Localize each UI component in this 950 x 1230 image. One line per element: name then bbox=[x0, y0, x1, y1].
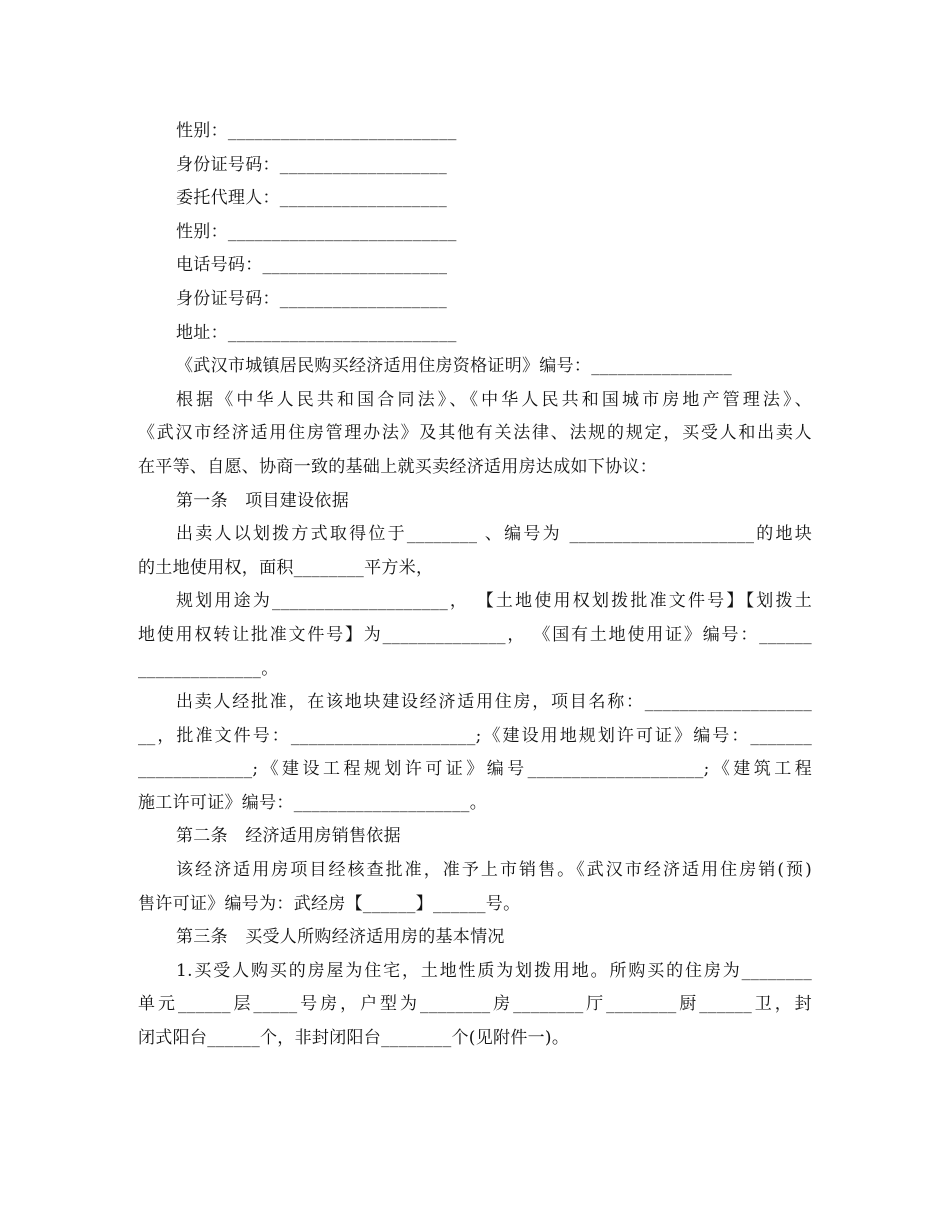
text-line: 地使用权转让批准文件号】为______________， 《国有土地使用证》编号：______ bbox=[138, 624, 812, 645]
text-line: 《武汉市经济适用住房管理办法》及其他有关法律、法规的规定，买受人和出卖人 bbox=[138, 423, 812, 444]
text-line: 性别：__________________________ bbox=[176, 121, 457, 141]
text-line: 出卖人以划拨方式取得位于________ 、编号为 _____________________的地块 bbox=[176, 524, 812, 545]
text-line: 售许可证》编号为：武经房【______】______号。 bbox=[138, 893, 521, 914]
text-line: 该经济适用房项目经核查批准，准予上市销售。《武汉市经济适用住房销(预) bbox=[176, 860, 812, 881]
document-body bbox=[138, 115, 812, 1056]
text-line: 规划用途为____________________， 【土地使用权划拨批准文件号】【划拨土 bbox=[176, 591, 812, 612]
text-line: 第三条 买受人所购经济适用房的基本情况 bbox=[176, 927, 505, 948]
text-line: 委托代理人：___________________ bbox=[176, 188, 447, 209]
text-line: 根据《中华人民共和国合同法》、《中华人民共和国城市房地产管理法》、 bbox=[176, 389, 812, 410]
text-line: 地址：__________________________ bbox=[176, 322, 457, 343]
text-line: 在平等、自愿、协商一致的基础上就买卖经济适用房达成如下协议： bbox=[138, 456, 657, 477]
text-line: 《武汉市城镇居民购买经济适用住房资格证明》编号：________________ bbox=[176, 356, 732, 377]
text-line: _____________;《建设工程规划许可证》编号____________________;《建筑工程 bbox=[138, 759, 812, 780]
text-line: 的土地使用权，面积________平方米， bbox=[138, 557, 434, 578]
text-line: 单元______层_____号房，户型为________房________厅________厨______卫，封 bbox=[138, 994, 812, 1015]
text-line: 身份证号码：___________________ bbox=[176, 288, 447, 309]
text-line: __，批准文件号：_____________________;《建设用地规划许可证》编号：_______ bbox=[138, 725, 812, 746]
text-line: 第二条 经济适用房销售依据 bbox=[176, 826, 401, 847]
text-line: 施工许可证》编号：____________________。 bbox=[138, 792, 487, 813]
text-line: 身份证号码：___________________ bbox=[176, 154, 447, 175]
text-line: 第一条 项目建设依据 bbox=[176, 490, 349, 511]
text-line: 闭式阳台______个，非封闭阳台________个(见附件一)。 bbox=[138, 1028, 570, 1049]
text-line: ______________。 bbox=[138, 658, 279, 679]
text-line: 出卖人经批准，在该地块建设经济适用住房，项目名称：___________________ bbox=[176, 692, 812, 713]
text-line: 电话号码：_____________________ bbox=[176, 255, 448, 276]
text-line: 性别：__________________________ bbox=[176, 221, 457, 242]
text-line: 1.买受人购买的房屋为住宅，土地性质为划拨用地。所购买的住房为________ bbox=[176, 960, 812, 981]
